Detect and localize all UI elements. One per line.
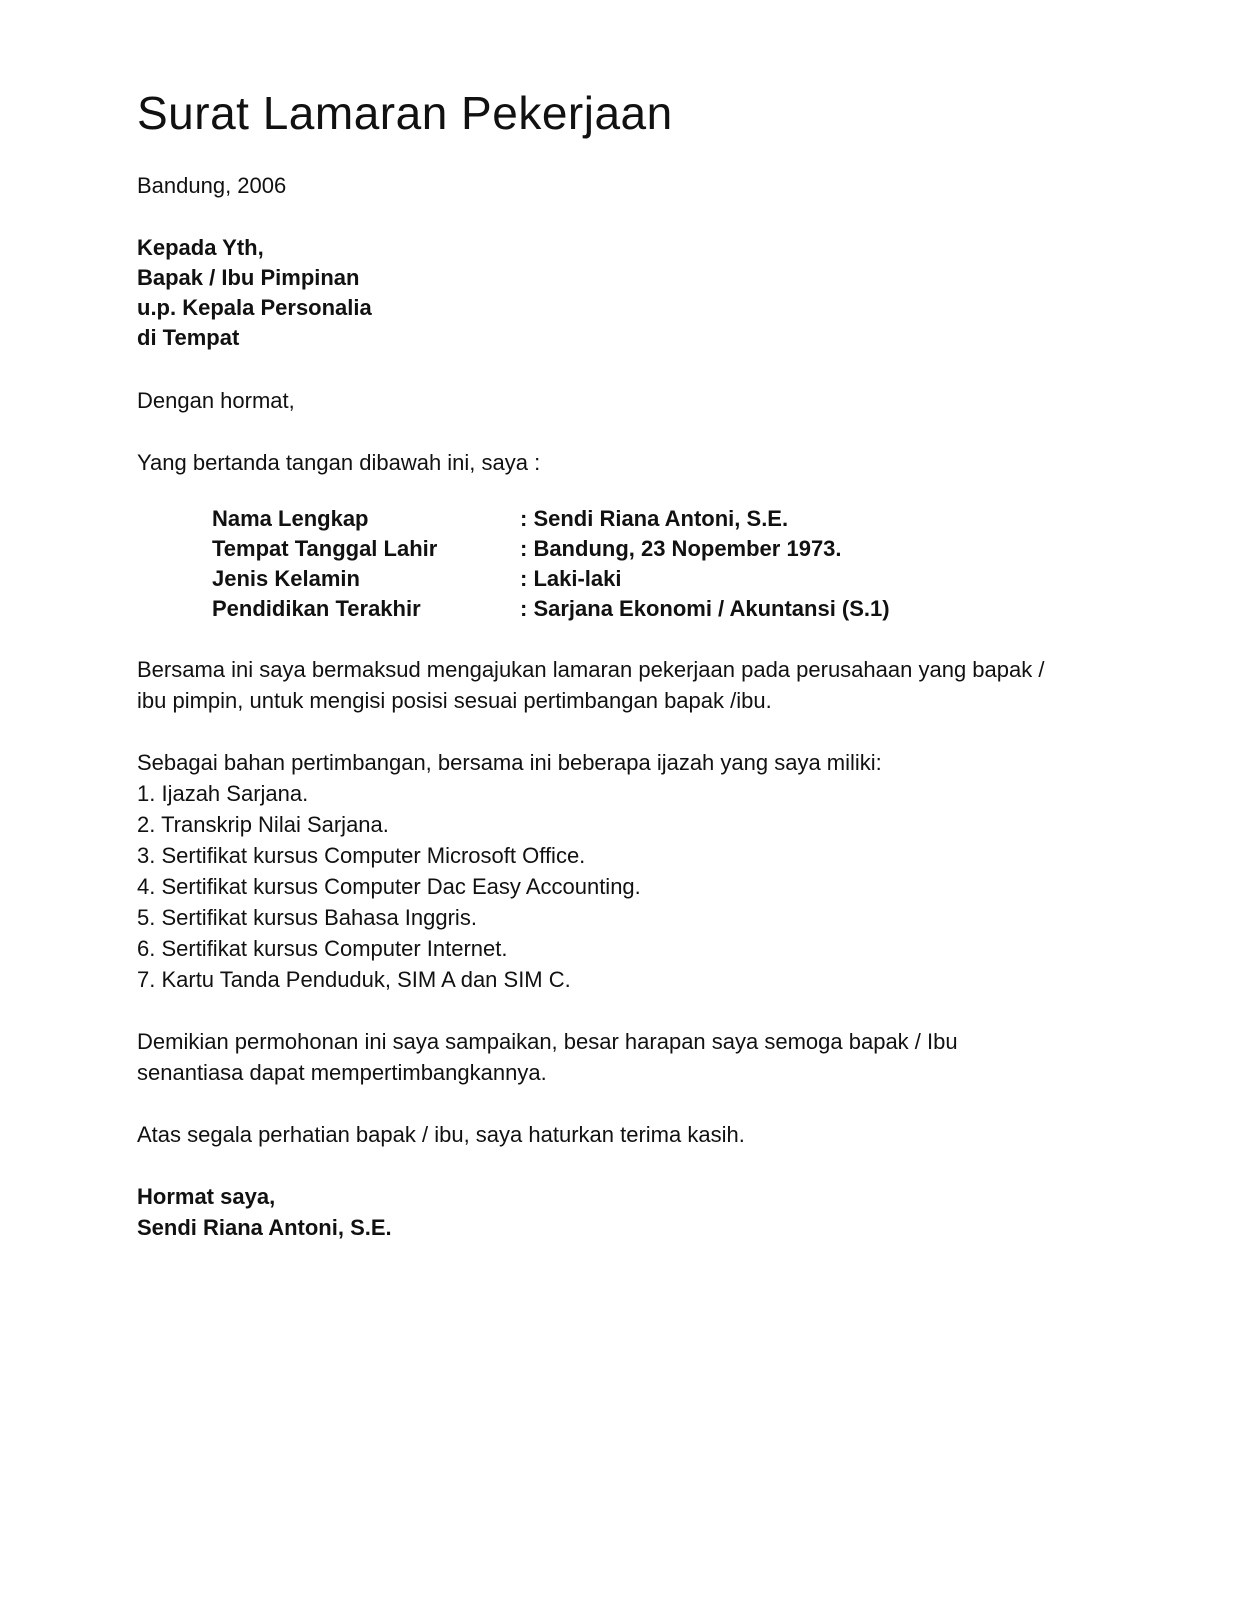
attachment-list bbox=[137, 778, 1076, 995]
salutation: Dengan hormat, bbox=[137, 388, 295, 413]
list-item: 5. Sertifikat kursus Bahasa Inggris. bbox=[137, 905, 477, 930]
list-item: 3. Sertifikat kursus Computer Microsoft Office. bbox=[137, 843, 586, 868]
data-value: : Sarjana Ekonomi / Akuntansi (S.1) bbox=[520, 596, 890, 621]
data-value: : Laki-laki bbox=[520, 566, 622, 591]
intro-line: Yang bertanda tangan dibawah ini, saya : bbox=[137, 450, 541, 475]
table-row bbox=[212, 594, 1076, 624]
data-value: : Sendi Riana Antoni, S.E. bbox=[520, 506, 789, 531]
list-item: 1. Ijazah Sarjana. bbox=[137, 781, 309, 806]
recipient-line: u.p. Kepala Personalia bbox=[137, 295, 372, 320]
data-label: Nama Lengkap bbox=[212, 506, 369, 531]
recipient-line: di Tempat bbox=[137, 325, 240, 350]
personal-data-table bbox=[212, 504, 1076, 624]
data-label: Tempat Tanggal Lahir bbox=[212, 536, 438, 561]
dateline: Bandung, 2006 bbox=[137, 173, 287, 198]
closing-paragraph: Demikian permohonan ini saya sampaikan, besar harapan saya semoga bapak / Ibu senantiasa dapat mempertimbangkannya. bbox=[137, 1029, 958, 1085]
signature-line: Sendi Riana Antoni, S.E. bbox=[137, 1215, 392, 1240]
recipient-line: Bapak / Ibu Pimpinan bbox=[137, 265, 360, 290]
table-row bbox=[212, 534, 1076, 564]
data-value: : Bandung, 23 Nopember 1973. bbox=[520, 536, 842, 561]
list-item: 7. Kartu Tanda Penduduk, SIM A dan SIM C. bbox=[137, 967, 571, 992]
thanks-paragraph: Atas segala perhatian bapak / ibu, saya haturkan terima kasih. bbox=[137, 1122, 745, 1147]
document-title: Surat Lamaran Pekerjaan bbox=[137, 87, 673, 139]
list-item: 4. Sertifikat kursus Computer Dac Easy Accounting. bbox=[137, 874, 641, 899]
data-label: Pendidikan Terakhir bbox=[212, 596, 421, 621]
attachments-intro: Sebagai bahan pertimbangan, bersama ini beberapa ijazah yang saya miliki: bbox=[137, 750, 882, 775]
signature-line: Hormat saya, bbox=[137, 1184, 276, 1209]
signature-block bbox=[137, 1181, 1076, 1243]
list-item: 6. Sertifikat kursus Computer Internet. bbox=[137, 936, 508, 961]
body-paragraph: Bersama ini saya bermaksud mengajukan lamaran pekerjaan pada perusahaan yang bapak / ibu pimpin, untuk mengisi posisi sesuai pertimbangan bapak /ibu. bbox=[137, 657, 1045, 713]
data-label: Jenis Kelamin bbox=[212, 566, 360, 591]
list-item: 2. Transkrip Nilai Sarjana. bbox=[137, 812, 389, 837]
recipient-block bbox=[137, 233, 1076, 353]
table-row bbox=[212, 504, 1076, 534]
recipient-line: Kepada Yth, bbox=[137, 235, 264, 260]
table-row bbox=[212, 564, 1076, 594]
